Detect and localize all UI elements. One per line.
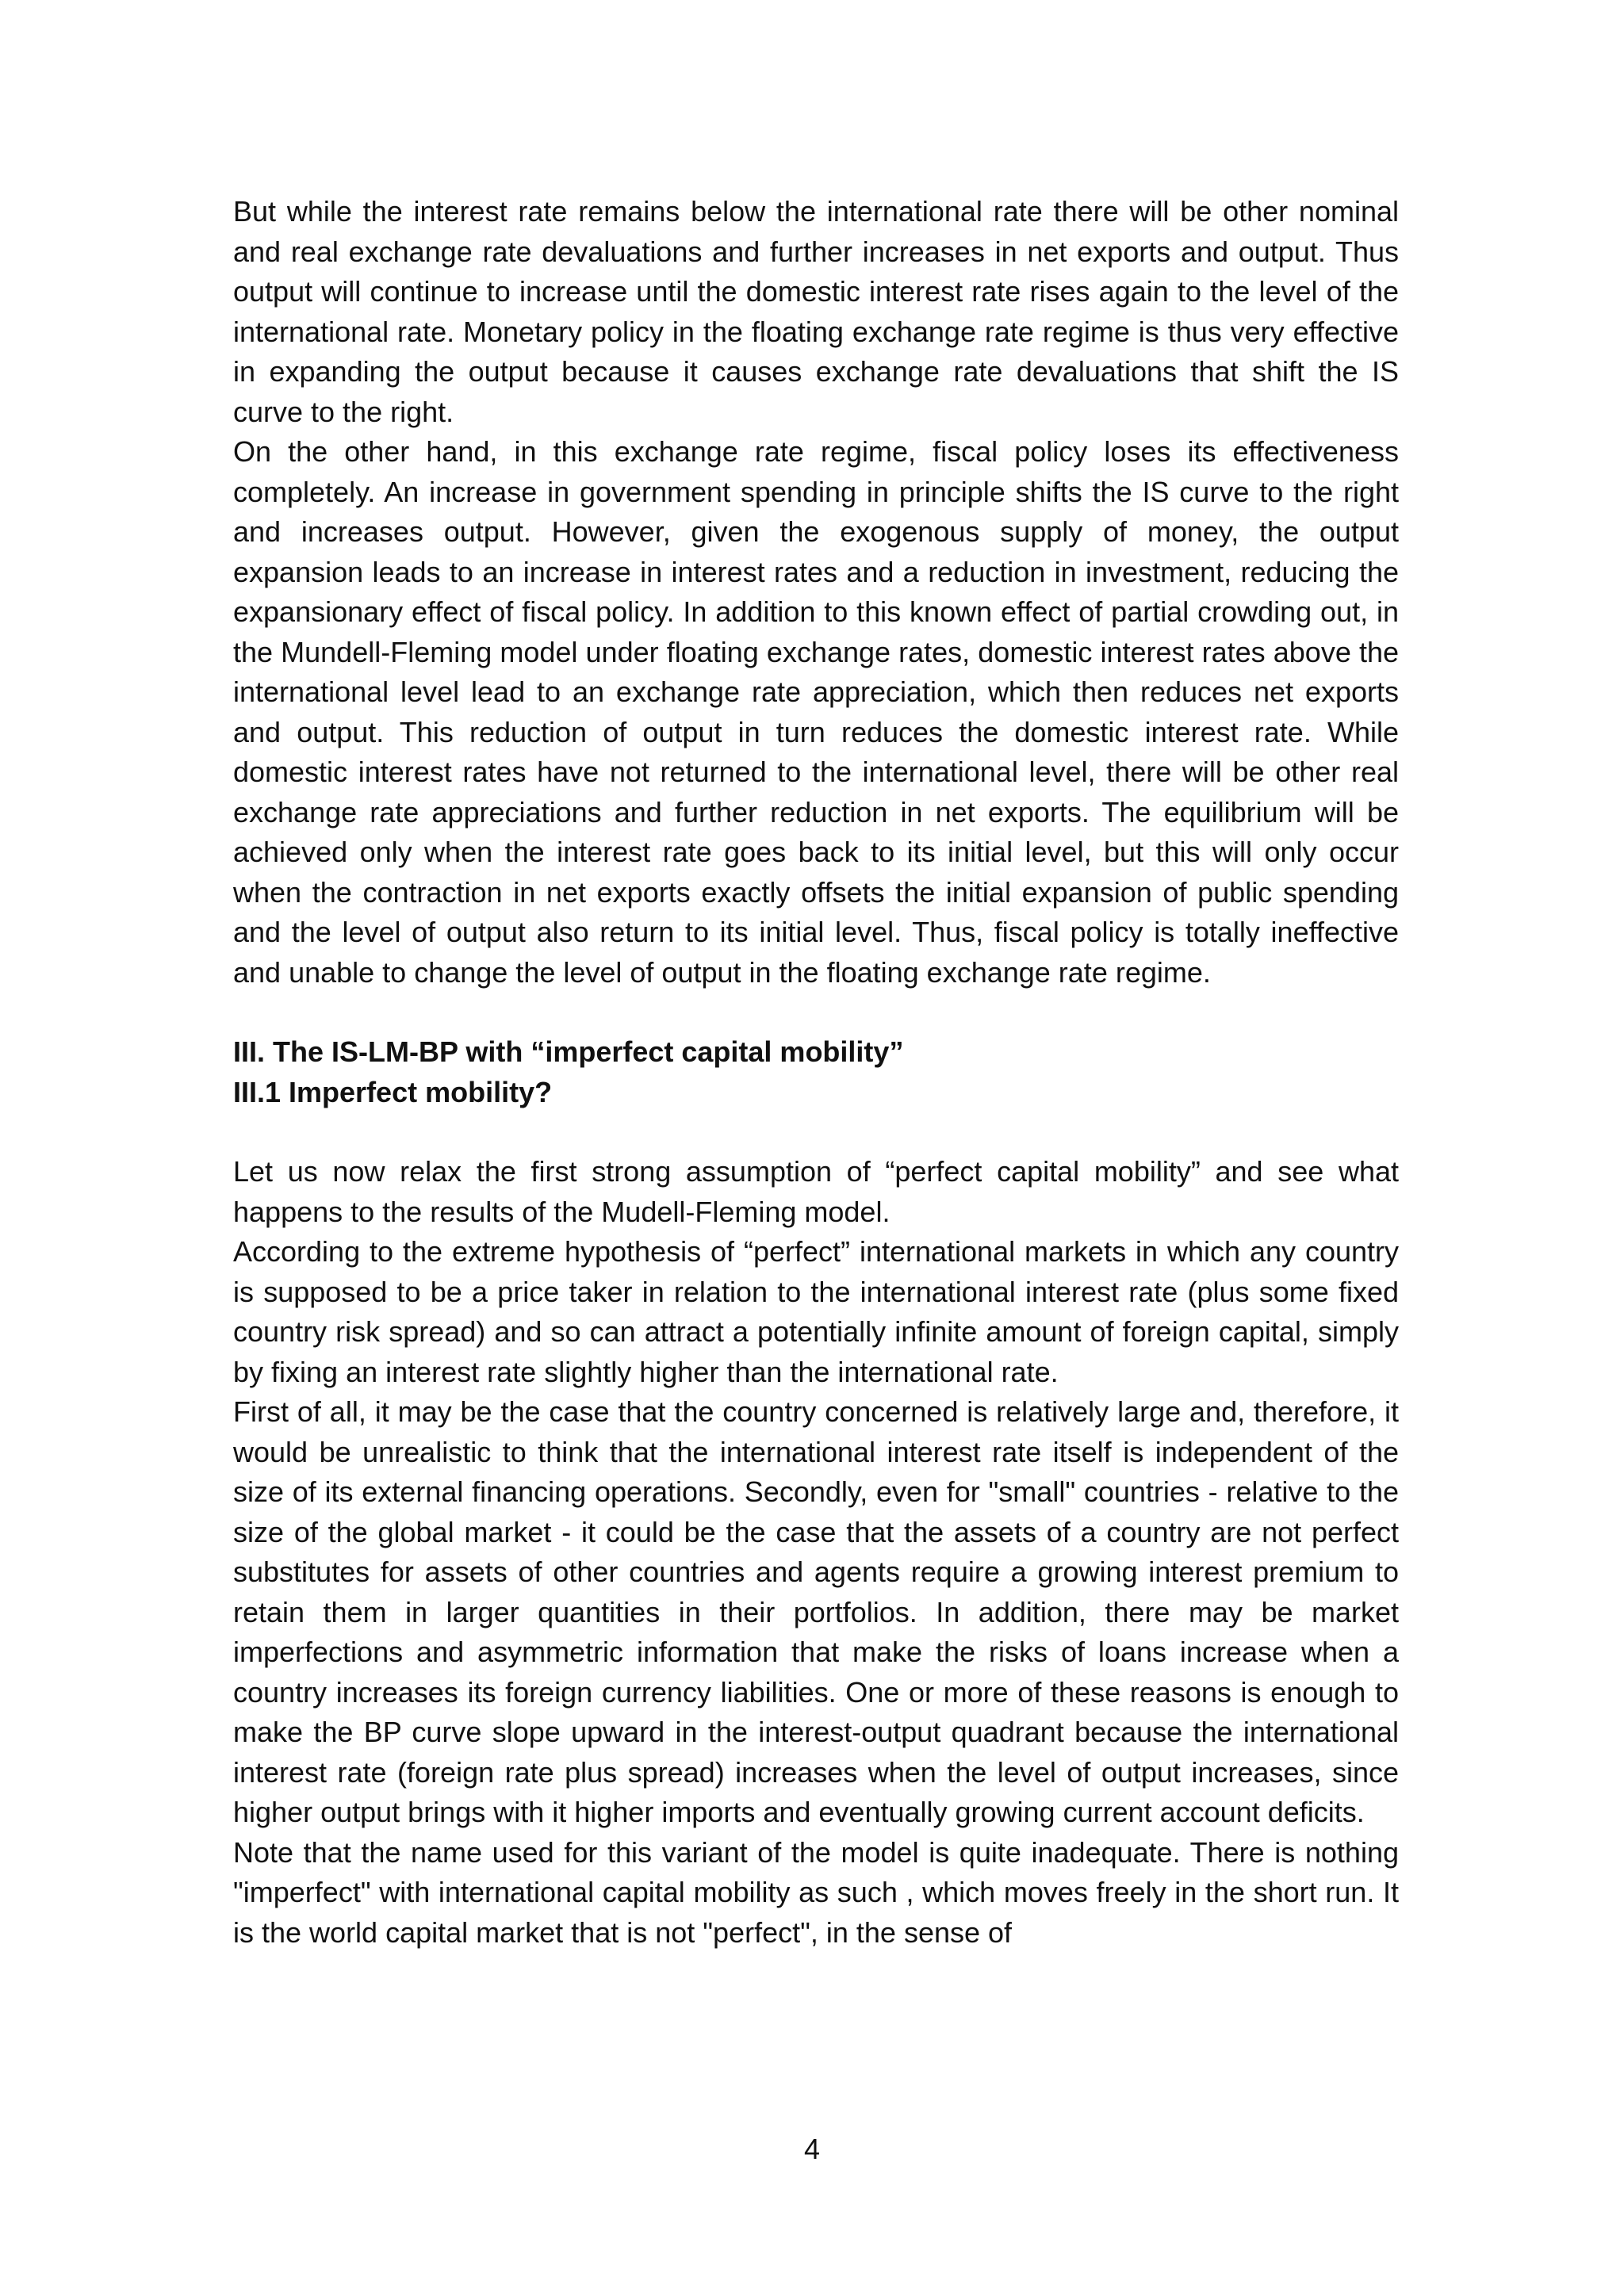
paragraph-relax-assumption: Let us now relax the first strong assumption of “perfect capital mobility” and see what happens to the results of the Mudell-Fleming model. [233,1155,1399,1228]
body-text [233,192,1399,1953]
paragraph-reasons-bp-slope: First of all, it may be the case that the country concerned is relatively large and, therefore, it would be unrealistic to think that the international interest rate itself is independent of the size of its external financing operations. Secondly, even for "small" countries - relative to the size of the global market - it could be the case that the assets of a country are not perfect substitutes for assets of other countries and agents require a growing interest premium to retain them in larger quantities in their portfolios. In addition, there may be market imperfections and asymmetric information that make the risks of loans increase when a country increases its foreign currency liabilities. One or more of these reasons is enough to make the BP curve slope upward in the interest-output quadrant because the international interest rate (foreign rate plus spread) increases when the level of output increases, since higher output brings with it higher imports and eventually growing current account deficits. [233,1395,1399,1828]
page-number: 4 [803,2133,821,2165]
paragraph-monetary-policy-effectiveness: But while the interest rate remains below the international rate there will be other nominal and real exchange rate devaluations and further increases in net exports and output. Thus output will continue to increase until the domestic interest rate rises again to the level of the international rate. Monetary policy in the floating exchange rate regime is thus very effective in expanding the output because it causes exchange rate devaluations that shift the IS curve to the right. [233,195,1399,428]
paragraph-perfect-markets-hypothesis: According to the extreme hypothesis of “perfect” international markets in which any country is supposed to be a price taker in relation to the international interest rate (plus some fixed country risk spread) and so can attract a potentially infinite amount of foreign capital, simply by fixing an interest rate slightly higher than the international rate. [233,1235,1399,1388]
subsection-heading: III.1 Imperfect mobility? [233,1075,553,1108]
paragraph-name-inadequate: Note that the name used for this variant of the model is quite inadequate. There is nothing "imperfect" with international capital mobility as such , which moves freely in the short run. It is the world capital market that is not "perfect", in the sense of [233,1835,1399,1949]
paragraph-fiscal-policy-ineffectiveness: On the other hand, in this exchange rate regime, fiscal policy loses its effectiveness completely. An increase in government spending in principle shifts the IS curve to the right and increases output. However, given the exogenous supply of money, the output expansion leads to an increase in interest rates and a reduction in investment, reducing the expansionary effect of fiscal policy. In addition to this known effect of partial crowding out, in the Mundell-Fleming model under floating exchange rates, domestic interest rates above the international level lead to an exchange rate appreciation, which then reduces net exports and output. This reduction of output in turn reduces the domestic interest rate. While domestic interest rates have not returned to the international level, there will be other real exchange rate appreciations and further reduction in net exports. The equilibrium will be achieved only when the interest rate goes back to its initial level, but this will only occur when the contraction in net exports exactly offsets the initial expansion of public spending and the level of output also return to its initial level. Thus, fiscal policy is totally ineffective and unable to change the level of output in the floating exchange rate regime. [233,435,1399,989]
section-heading: III. The IS-LM-BP with “imperfect capital mobility” [233,1035,904,1068]
